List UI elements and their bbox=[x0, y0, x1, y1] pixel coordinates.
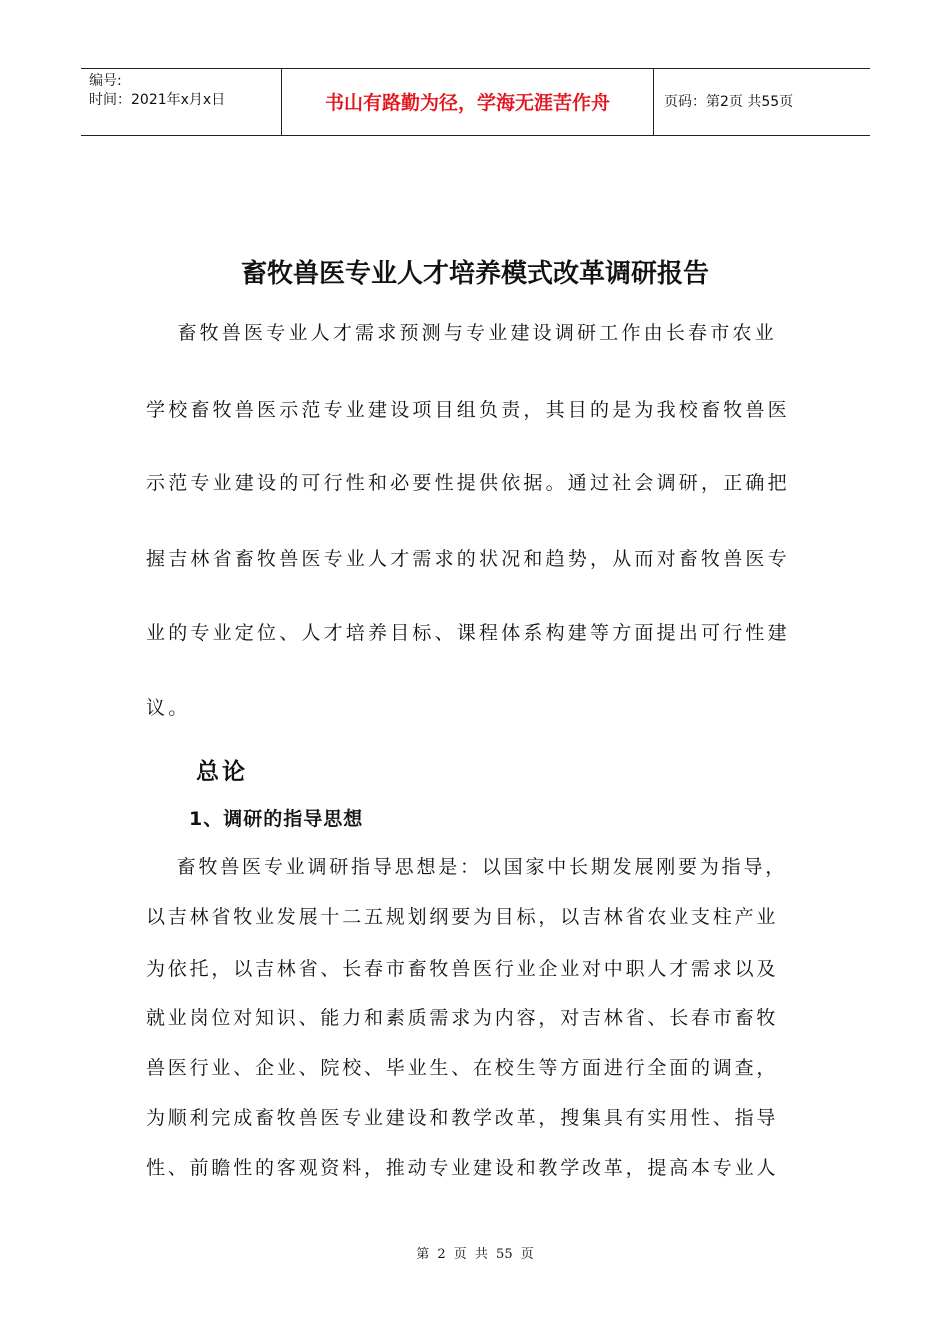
intro-line: 议。 bbox=[146, 697, 191, 719]
body-line: 性、前瞻性的客观资料，推动专业建设和教学改革，提高本专业人 bbox=[146, 1157, 779, 1179]
page-footer: 第 2 页 共 55 页 bbox=[416, 1247, 534, 1262]
header-number-label: 编号: bbox=[89, 73, 122, 89]
header-page-cell bbox=[654, 69, 870, 135]
intro-line: 示范专业建设的可行性和必要性提供依据。通过社会调研，正确把 bbox=[146, 472, 790, 494]
intro-line: 业的专业定位、人才培养目标、课程体系构建等方面提出可行性建 bbox=[146, 622, 790, 644]
document-title: 畜牧兽医专业人才培养模式改革调研报告 bbox=[240, 259, 709, 289]
body-line: 为顺利完成畜牧兽医专业建设和教学改革，搜集具有实用性、指导 bbox=[146, 1107, 779, 1129]
intro-line: 学校畜牧兽医示范专业建设项目组负责，其目的是为我校畜牧兽医 bbox=[146, 399, 790, 421]
body-line: 就业岗位对知识、能力和素质需求为内容，对吉林省、长春市畜牧 bbox=[146, 1007, 779, 1029]
subsection-heading: 1、调研的指导思想 bbox=[189, 808, 364, 830]
intro-line: 握吉林省畜牧兽医专业人才需求的状况和趋势，从而对畜牧兽医专 bbox=[146, 548, 790, 570]
header-page-info: 页码：第2页 共55页 bbox=[664, 94, 794, 110]
body-line: 兽医行业、企业、院校、毕业生、在校生等方面进行全面的调查， bbox=[146, 1057, 779, 1079]
body-line: 以吉林省牧业发展十二五规划纲要为目标，以吉林省农业支柱产业 bbox=[146, 906, 779, 928]
header-left-cell bbox=[81, 69, 282, 135]
header-motto-cell bbox=[282, 69, 654, 135]
body-line: 畜牧兽医专业调研指导思想是：以国家中长期发展刚要为指导， bbox=[146, 856, 788, 878]
body-line: 为依托，以吉林省、长春市畜牧兽医行业企业对中职人才需求以及 bbox=[146, 958, 779, 980]
document-header bbox=[81, 68, 870, 136]
intro-line: 畜牧兽医专业人才需求预测与专业建设调研工作由长春市农业 bbox=[146, 322, 777, 344]
section-heading: 总论 bbox=[196, 759, 248, 785]
header-motto: 书山有路勤为径，学海无涯苦作舟 bbox=[324, 92, 610, 114]
header-date: 时间：2021年x月x日 bbox=[89, 92, 226, 108]
